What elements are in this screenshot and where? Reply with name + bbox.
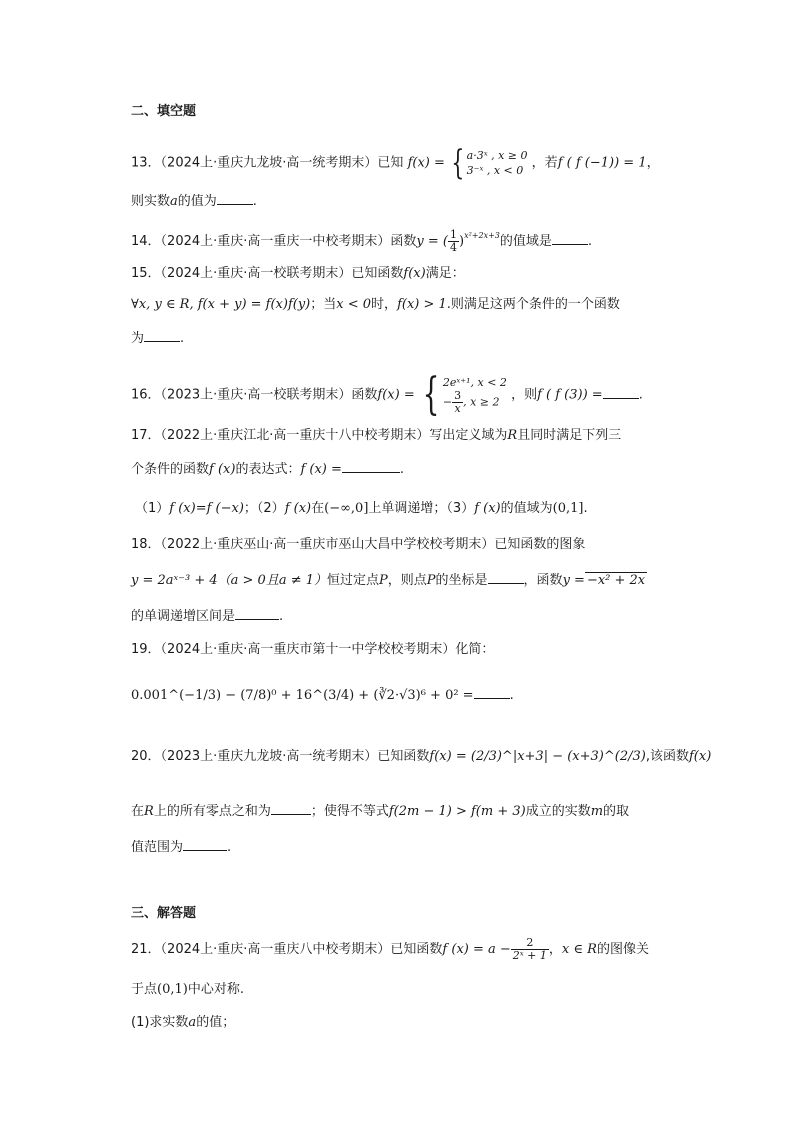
q13-text-1: 已知 [377, 155, 404, 171]
q18-P: P [379, 573, 388, 588]
q21-domain: x ∈ R [561, 942, 597, 957]
q15-text-2: 满足： [425, 266, 465, 281]
q16-condition: f ( f (3)) = [537, 387, 603, 403]
question-19-line-1 [131, 642, 494, 658]
q16-case-2-post: , x ≥ 2 [463, 395, 500, 409]
q15-condition-2: x < 0 [336, 297, 372, 312]
question-20-line-3 [131, 838, 231, 856]
q13-fx: f(x) = [407, 155, 445, 171]
q16-cases [443, 375, 507, 415]
q21-source: （2024上·重庆·高一重庆八中校考期末） [160, 942, 391, 957]
q21-point: (0,1) [157, 982, 188, 997]
q13-text-5: 的值为 [177, 194, 217, 209]
q17-c3-label: （3） [446, 501, 475, 516]
q15-text-5: .则满足这两个条件的一个函数 [446, 297, 620, 312]
question-20-line-1 [131, 749, 711, 765]
q18-expr: y = 2aˣ⁻³ + 4 [131, 573, 218, 588]
q13-end: . [252, 194, 257, 209]
q14-end: . [587, 234, 593, 249]
q14-expr: y = ( [416, 234, 448, 249]
q18-number: 18． [131, 537, 161, 552]
q20-text-1: 已知函数 [377, 749, 430, 764]
q14-close: ) [459, 234, 465, 249]
q21-text-2: ， [548, 942, 562, 957]
q21-text-1: 已知函数 [390, 942, 443, 957]
q13-condition: f ( f (−1)) = 1 [557, 155, 647, 171]
q18-text-5: ，函数 [523, 573, 563, 588]
question-18-line-2 [131, 571, 647, 589]
question-21-line-2 [131, 982, 244, 998]
q20-text-2: ,该函数 [645, 749, 689, 764]
q17-text-2: 且同时满足下列三 [517, 428, 622, 443]
q21-fraction [511, 937, 549, 962]
q21-text-5: 中心对称. [187, 982, 244, 997]
q17-c2-b: 在 [311, 501, 325, 516]
q19-source: （2024上·重庆·高一重庆市第十一中学校校考期末） [160, 642, 456, 657]
q13-text-3: ， [646, 155, 660, 171]
question-15-line-1 [131, 266, 465, 282]
q17-c3-end: . [583, 501, 588, 516]
q18-answer-blank-2[interactable] [235, 607, 279, 620]
question-16 [131, 369, 643, 420]
q16-case-2-num: 3 [454, 389, 462, 402]
q14-frac-den: 4 [450, 241, 457, 254]
q20-m: m [590, 804, 604, 819]
q15-end: . [180, 331, 185, 346]
q17-text-4: 的表达式： [235, 462, 301, 477]
q17-c2-a: f (x) [284, 501, 312, 516]
q16-brace: { [422, 369, 440, 420]
q16-answer-blank[interactable] [603, 386, 639, 399]
question-17-line-1 [131, 428, 621, 444]
q19-answer-blank[interactable] [474, 686, 510, 699]
q14-frac-num: 1 [450, 228, 457, 241]
q13-var: a [170, 194, 178, 209]
q18-P-2: P [426, 573, 436, 588]
question-21-line-1 [131, 937, 649, 962]
section-answer-heading: 三、解答题 [131, 906, 197, 921]
q14-fraction [448, 229, 459, 254]
q13-case-1: a·3ˣ , x ≥ 0 [466, 149, 528, 162]
q15-text-3: ；当 [310, 297, 337, 312]
q15-text-1: 已知函数 [351, 266, 404, 281]
q17-c1: f (x)=f (−x) [169, 501, 244, 516]
q15-text-6: 为 [131, 331, 145, 346]
q17-text-1: 写出定义域为 [429, 428, 508, 443]
q21-frac-den: 2ˣ + 1 [512, 949, 547, 962]
q13-source: （2024上·重庆九龙坡·高一统考期末） [160, 155, 378, 171]
q13-text-4: 则实数 [131, 194, 171, 209]
q19-number: 19． [131, 642, 161, 657]
q16-number: 16． [131, 387, 161, 403]
q17-answer-blank[interactable] [342, 460, 400, 473]
q18-condition: （a > 0且a ≠ 1） [217, 573, 327, 588]
q21-frac-num: 2 [511, 937, 549, 950]
q14-text-1: 函数 [390, 234, 417, 249]
question-21-part-1 [131, 1015, 235, 1031]
q17-c2-label: ；（2） [243, 501, 285, 516]
q17-R: R [507, 428, 518, 443]
q19-end: . [509, 688, 514, 703]
q18-text-6: 的单调递增区间是 [131, 609, 236, 624]
q20-inequality: f(2m − 1) > f(m + 3) [388, 804, 526, 819]
q15-condition: ∀x, y ∈ R, f(x + y) = f(x)f(y) [131, 297, 311, 312]
q13-cases [467, 148, 528, 178]
q21-var: a [188, 1015, 197, 1030]
q13-number: 13． [131, 155, 161, 171]
q14-number: 14． [131, 234, 161, 249]
question-18-line-1 [131, 537, 585, 553]
q21-expr: f (x) = a − [442, 942, 511, 957]
q21-number: 21． [131, 942, 161, 957]
q20-answer-blank-1[interactable] [271, 802, 311, 815]
q17-c2-c: 上单调递增； [368, 501, 447, 516]
q14-answer-blank[interactable] [552, 232, 588, 245]
q18-text-4: 的坐标是 [435, 573, 488, 588]
q20-number: 20． [131, 749, 161, 764]
q16-case-2-minus: − [442, 395, 453, 409]
question-14 [131, 229, 592, 254]
q15-condition-3: f(x) > 1 [397, 297, 447, 312]
q18-text-1: 已知函数的图象 [494, 537, 586, 552]
q15-text-4: 时， [371, 297, 398, 312]
q14-exponent: x²+2x+3 [464, 231, 500, 240]
question-15-line-2 [131, 297, 620, 313]
q17-c1-label: （1） [135, 501, 170, 516]
q17-c3-interval: (0,1] [552, 501, 584, 516]
question-20-line-2 [131, 802, 629, 820]
q20-expr: f(x) = (2/3)^|x+3| − (x+3)^(2/3) [429, 749, 646, 764]
q15-answer-blank[interactable] [144, 329, 180, 342]
q20-source: （2023上·重庆九龙坡·高一统考期末） [160, 749, 378, 764]
q17-number: 17． [131, 428, 161, 443]
q20-text-7: 的取 [603, 804, 630, 819]
q15-source: （2024上·重庆·高一校联考期末） [160, 266, 352, 281]
q15-number: 15． [131, 266, 161, 281]
q17-c3-a: f (x) [474, 501, 501, 516]
question-17-line-2 [131, 460, 404, 478]
q20-fx: f(x) [688, 749, 712, 764]
q14-source: （2024上·重庆·高一重庆一中校考期末） [160, 234, 391, 249]
q18-sqrt [585, 572, 647, 589]
q13-answer-blank[interactable] [217, 192, 253, 205]
q16-fx: f(x) = [377, 387, 415, 403]
q21-text-4: 于点 [131, 982, 158, 997]
q13-text-2: ，若 [531, 155, 558, 171]
question-17-conditions [135, 501, 588, 517]
q20-answer-blank-2[interactable] [183, 838, 227, 851]
q21-part1: (1)求实数 [131, 1015, 189, 1030]
question-19-expression [131, 686, 514, 704]
q18-answer-blank-1[interactable] [488, 571, 524, 584]
q18-text-3: ，则点 [387, 573, 427, 588]
q17-end: . [399, 462, 405, 477]
q13-brace: { [451, 143, 465, 183]
question-15-line-3 [131, 329, 184, 347]
q17-source: （2022上·重庆江北·高一重庆十八中校考期末） [160, 428, 430, 443]
q17-text-3: 个条件的函数 [131, 462, 210, 477]
q16-case-1: 2eˣ⁺¹, x < 2 [442, 376, 507, 389]
q21-part1-end: 的值； [196, 1015, 236, 1030]
q21-text-3: 的图像关 [596, 942, 649, 957]
q16-source: （2023上·重庆·高一校联考期末） [160, 387, 352, 403]
q20-R: R [144, 804, 154, 819]
section-fill-blank-heading: 二、填空题 [131, 104, 197, 119]
q18-text-2: 恒过定点 [327, 573, 380, 588]
q20-text-4: 上的所有零点之和为 [153, 804, 271, 819]
q16-case-2-den: x [454, 402, 461, 415]
question-13-line-1 [131, 143, 660, 183]
q19-text-1: 化简： [455, 642, 495, 657]
question-18-line-3 [131, 607, 283, 625]
q15-fx: f(x) [403, 266, 426, 281]
q20-text-5: ；使得不等式 [310, 804, 389, 819]
q18-source: （2022上·重庆巫山·高一重庆市巫山大昌中学校校考期末） [160, 537, 495, 552]
q20-text-6: 成立的实数 [525, 804, 591, 819]
q20-end: . [227, 840, 232, 855]
q20-text-3: 在 [131, 804, 145, 819]
q17-fx: f (x) [209, 462, 236, 477]
q16-text-1: 函数 [351, 387, 378, 403]
q16-case-2-fraction [452, 390, 463, 415]
q18-end: . [279, 609, 284, 624]
q16-case-2 [443, 390, 507, 415]
q14-text-2: 的值域是 [499, 234, 552, 249]
q13-case-2: 3⁻ˣ , x < 0 [466, 164, 524, 177]
q17-c2-interval: (−∞,0] [324, 501, 369, 516]
q19-expr: 0.001^(−1/3) − (7/8)⁰ + 16^(3/4) + (∛2·√3)⁶ + 0² = [131, 688, 474, 703]
q17-c3-b: 的值域为 [500, 501, 553, 516]
q18-expr2-pre: y = [562, 573, 585, 588]
q16-text-2: ，则 [511, 387, 538, 403]
q17-fx-2: f (x) = [300, 462, 342, 477]
q16-end: . [638, 387, 643, 403]
q20-text-8: 值范围为 [131, 840, 184, 855]
q18-radicand: −x² + 2x [586, 573, 646, 588]
question-13-line-2 [131, 192, 257, 210]
